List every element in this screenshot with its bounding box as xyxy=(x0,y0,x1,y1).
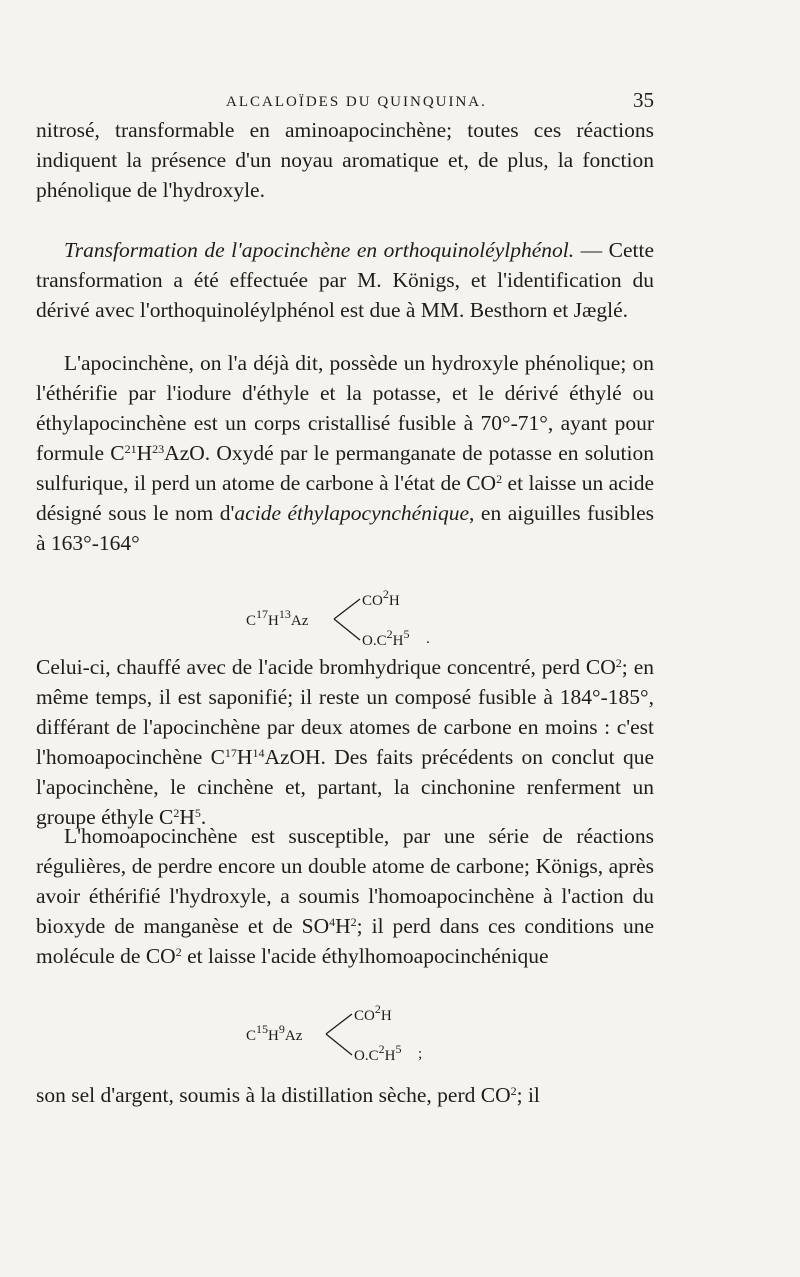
formula-top-group: $CO^2H$ xyxy=(354,1002,392,1024)
formula-end-punct: ; xyxy=(418,1046,423,1062)
running-title: ALCALOÏDES DU QUINQUINA. xyxy=(226,94,487,110)
paragraph-1: nitrosé, transformable en aminoapocinchène; toutes ces réactions indiquent la présence d'un noyau aromatique et, de plus, la fonction phénolique de l'hydroxyle. xyxy=(36,118,654,202)
page-number: 35 xyxy=(633,88,654,112)
formula-top-group: $CO^2H$ xyxy=(362,587,400,609)
formula-branch-lines xyxy=(332,596,364,644)
formula-root: $C^{15}H^9Az$ xyxy=(246,1022,303,1044)
paragraph-5: L'homoapocinchène est susceptible, par une série de réactions régulières, de perdre encore un double atome de carbone; Königs, après avoir éthérifié l'hydroxyle, a soumis l'homoapocinchène à l'action du bioxyde de manganèse et de $SO^4H^2$; il perd dans ces conditions une molécule de $CO^2$ et laisse l'acide éthylhomoapocinchénique xyxy=(36,824,654,968)
chemical-formula-1 xyxy=(246,587,446,650)
chemical-formula-2 xyxy=(246,1002,446,1065)
paragraph-3: L'apocinchène, on l'a déjà dit, possède un hydroxyle phénolique; on l'éthérifie par l'iodure d'éthyle et la potasse, et le dérivé éthylé ou éthylapocinchène est un corps cristallisé fusible à 70°-71°, ayant pour formule $C^{21}H^{23}AzO$. Oxydé par le permanganate de potasse en solution sulfurique, il perd un atome de carbone à l'état de $CO^2$ et laisse un acide désigné sous le nom d'acide éthylapocynchénique, en aiguilles fusibles à 163°-164° xyxy=(36,351,655,555)
formula-bottom-group: $O.C^2H^5$ xyxy=(362,627,410,649)
formula-bottom-group: $O.C^2H^5$ xyxy=(354,1042,402,1064)
formula-branch-lines xyxy=(324,1011,356,1059)
paragraph-6: son sel d'argent, soumis à la distillation sèche, perd $CO^2$; il xyxy=(36,1083,540,1107)
formula-end-punct: . xyxy=(426,631,430,647)
acid-name: acide éthylapocynchénique xyxy=(234,501,469,525)
paragraph-4: Celui-ci, chauffé avec de l'acide bromhydrique concentré, perd $CO^2$; en même temps, il est saponifié; il reste un composé fusible à 184°-185°, différant de l'apocinchène par deux atomes de carbone en moins : c'est l'homoapocinchène $C^{17}H^{14}AzOH$. Des faits précédents on conclut que l'apocinchène, le cinchène et, partant, la cinchonine renferment un groupe éthyle $C^2H^5$. xyxy=(36,655,654,829)
paragraph-2: Transformation de l'apocinchène en orthoquinoléylphénol. — Cette transformation a été effectuée par M. Königs, et l'identification du dérivé avec l'orthoquinoléylphénol est due à MM. Besthorn et Jæglé. xyxy=(36,238,655,322)
page-header xyxy=(36,88,654,118)
section-title: Transformation de l'apocinchène en orthoquinoléylphénol. xyxy=(64,238,575,262)
formula-root: $C^{17}H^{13}Az$ xyxy=(246,607,309,629)
